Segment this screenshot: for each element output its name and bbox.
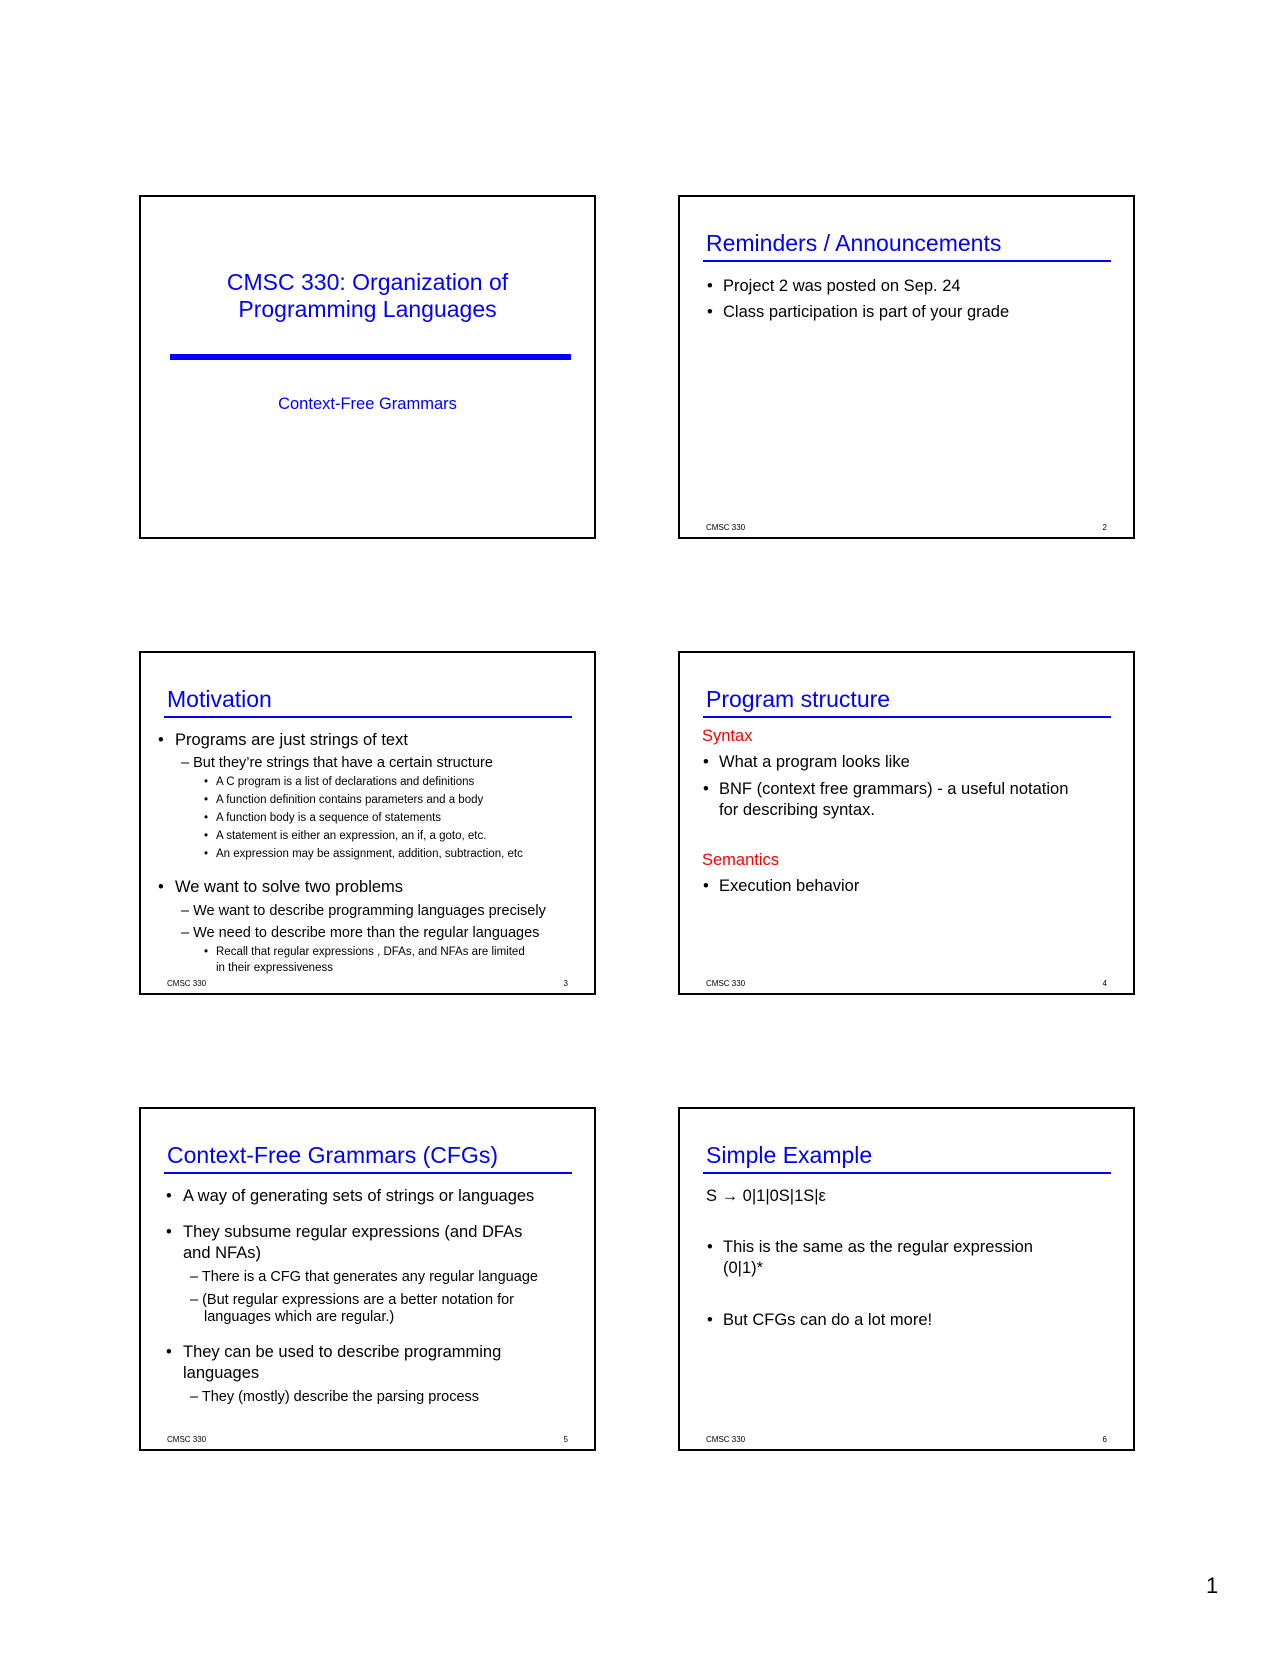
bullet-icon: •	[204, 812, 209, 824]
slide-footer-number: 3	[563, 979, 568, 988]
slide-footer-number: 6	[1102, 1435, 1107, 1444]
slide-3-subsub-5: An expression may be assignment, addition, subtraction, etc	[216, 848, 523, 860]
semantics-heading: Semantics	[702, 851, 780, 869]
slide-2-bullet-2: Class participation is part of your grade	[723, 303, 1010, 321]
grammar-rule: S → 0|1|0S|1S|ε	[706, 1187, 826, 1205]
bullet-icon: •	[707, 1311, 713, 1329]
slide-3-sub-1: – But they’re strings that have a certain structure	[181, 755, 493, 771]
slide-footer-course: CMSC 330	[706, 523, 746, 532]
slide-footer-course: CMSC 330	[706, 1435, 746, 1444]
bullet-icon: •	[204, 794, 209, 806]
slide-5-sub-1: – There is a CFG that generates any regular language	[190, 1269, 538, 1285]
slide-5-title: Context-Free Grammars (CFGs)	[167, 1142, 498, 1168]
slide-4	[678, 651, 1135, 995]
page-number: 1	[1206, 1573, 1219, 1598]
bullet-icon: •	[204, 946, 209, 958]
bullet-icon: •	[703, 877, 709, 895]
slide-6-bullet-2: But CFGs can do a lot more!	[723, 1311, 933, 1329]
slide-footer-course: CMSC 330	[167, 979, 207, 988]
slide-3-subsub-6-cont: in their expressiveness	[216, 962, 333, 974]
slide-6	[678, 1107, 1135, 1451]
slide-2	[678, 195, 1135, 539]
bullet-icon: •	[204, 776, 209, 788]
slide-6-bullet-1: This is the same as the regular expression	[723, 1238, 1033, 1256]
slide-5-bullet-3: They can be used to describe programming	[183, 1343, 502, 1361]
semantics-bullet-1: Execution behavior	[719, 877, 860, 895]
slide-1-title-line1: CMSC 330: Organization of	[226, 269, 509, 295]
slide-1-subtitle: Context-Free Grammars	[278, 395, 457, 413]
slide-6-title: Simple Example	[706, 1142, 873, 1168]
bullet-icon: •	[158, 878, 164, 896]
slide-3-sub-2: – We want to describe programming languages precisely	[181, 903, 546, 919]
bullet-icon: •	[204, 848, 209, 860]
slide-footer-number: 2	[1102, 523, 1107, 532]
slide-1-title	[141, 269, 594, 323]
slide-5-bullet-3-cont: languages	[183, 1364, 260, 1382]
syntax-bullet-1: What a program looks like	[719, 753, 910, 771]
slide-5-sub-2: – (But regular expressions are a better notation for	[190, 1292, 515, 1308]
slide-1	[139, 195, 596, 539]
slide-3	[139, 651, 596, 995]
bullet-icon: •	[703, 780, 709, 798]
slide-5-sub-2-cont: languages which are regular.)	[204, 1309, 395, 1325]
slide-5-bullet-2-cont: and NFAs)	[183, 1244, 261, 1262]
slide-3-bullet-2: We want to solve two problems	[175, 878, 404, 896]
title-divider-bar	[170, 354, 571, 360]
slide-5-sub-3: – They (mostly) describe the parsing process	[190, 1389, 480, 1405]
slide-footer-course: CMSC 330	[706, 979, 746, 988]
syntax-heading: Syntax	[702, 727, 753, 745]
slide-3-subsub-3: A function body is a sequence of statements	[216, 812, 442, 824]
bullet-icon: •	[166, 1223, 172, 1241]
slide-6-bullet-1-cont: (0|1)*	[723, 1259, 764, 1277]
bullet-icon: •	[707, 1238, 713, 1256]
slide-3-bullet-1: Programs are just strings of text	[175, 731, 408, 749]
syntax-bullet-2-cont: for describing syntax.	[719, 801, 875, 819]
slide-3-subsub-1: A C program is a list of declarations and definitions	[216, 776, 475, 788]
slide-footer-number: 4	[1102, 979, 1107, 988]
slide-3-sub-3: – We need to describe more than the regular languages	[181, 925, 540, 941]
slide-5	[139, 1107, 596, 1451]
slide-5-bullet-2: They subsume regular expressions (and DFAs	[183, 1223, 523, 1241]
slide-footer-course: CMSC 330	[167, 1435, 207, 1444]
bullet-icon: •	[703, 753, 709, 771]
slide-footer-number: 5	[563, 1435, 568, 1444]
slide-2-bullet-1: Project 2 was posted on Sep. 24	[723, 277, 961, 295]
slide-3-subsub-6: Recall that regular expressions , DFAs, and NFAs are limited	[216, 946, 525, 958]
slide-1-title-line2: Programming Languages	[238, 296, 497, 322]
bullet-icon: •	[166, 1343, 172, 1361]
slide-5-bullet-1: A way of generating sets of strings or languages	[183, 1187, 535, 1205]
slide-3-subsub-4: A statement is either an expression, an if, a goto, etc.	[216, 830, 487, 842]
syntax-bullet-2: BNF (context free grammars) - a useful notation	[719, 780, 1069, 798]
slide-2-title: Reminders / Announcements	[706, 230, 1002, 256]
bullet-icon: •	[204, 830, 209, 842]
slide-4-title: Program structure	[706, 686, 891, 712]
bullet-icon: •	[707, 303, 713, 321]
slide-3-title: Motivation	[167, 686, 272, 712]
bullet-icon: •	[166, 1187, 172, 1205]
bullet-icon: •	[707, 277, 713, 295]
bullet-icon: •	[158, 731, 164, 749]
slide-3-subsub-2: A function definition contains parameters and a body	[216, 794, 484, 806]
